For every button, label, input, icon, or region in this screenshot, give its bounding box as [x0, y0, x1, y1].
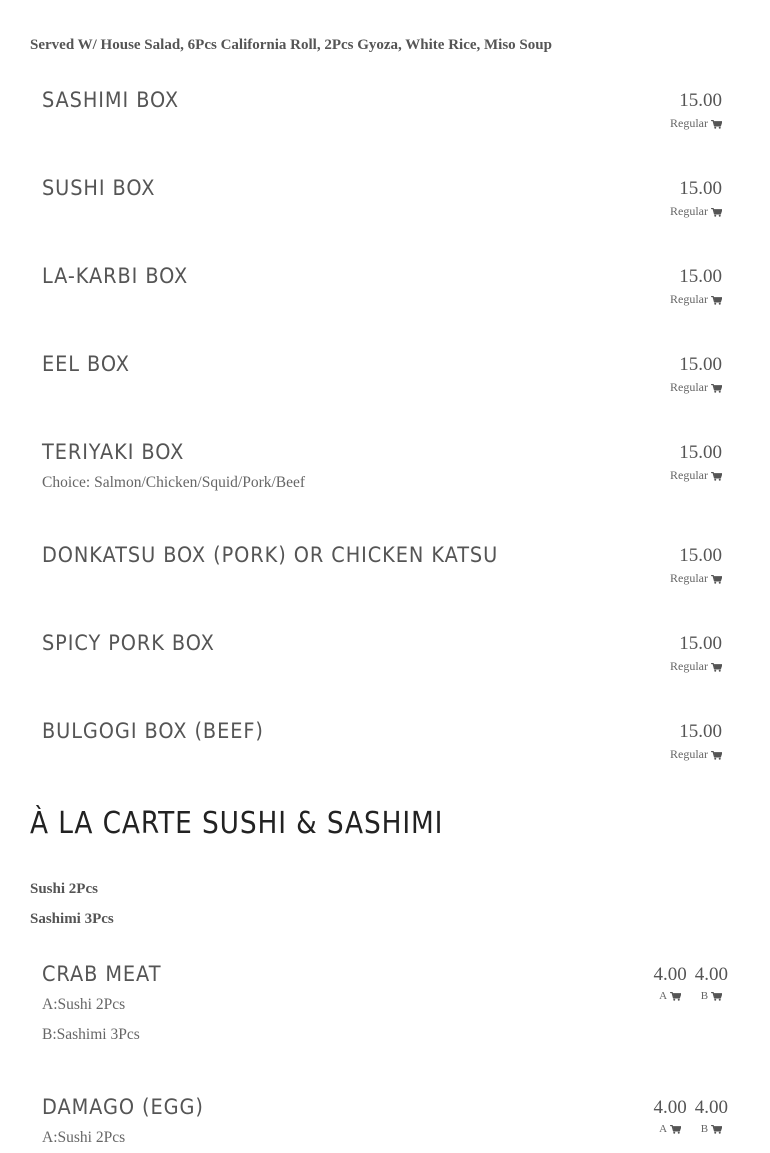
menu-item[interactable] [42, 543, 722, 585]
item-price: 4.00 [694, 1097, 728, 1118]
shopping-cart-icon[interactable] [711, 1125, 722, 1134]
add-to-cart-regular[interactable] [670, 116, 722, 131]
menu-item[interactable] [42, 962, 728, 1050]
price-block [670, 266, 722, 307]
add-to-cart-regular[interactable] [670, 468, 722, 483]
menu-item[interactable] [42, 1095, 728, 1153]
price-block [654, 964, 729, 1002]
item-description: Choice: Salmon/Chicken/Squid/Pork/Beef [42, 474, 306, 491]
shopping-cart-icon[interactable] [711, 296, 722, 305]
item-price: 4.00 [653, 1097, 687, 1118]
shopping-cart-icon[interactable] [711, 472, 722, 481]
price-option-a [654, 964, 687, 1002]
size-label: Regular [670, 116, 708, 130]
item-description: A:Sushi 2Pcs [42, 1129, 126, 1146]
item-name: CRAB MEAT [42, 962, 162, 986]
add-to-cart-regular[interactable] [670, 204, 722, 219]
item-name: DAMAGO (EGG) [42, 1095, 204, 1119]
section-heading: À LA CARTE SUSHI & SASHIMI [30, 806, 444, 841]
item-name: SASHIMI BOX [42, 88, 180, 112]
menu-item[interactable] [42, 631, 722, 673]
box-section-note: Served W/ House Salad, 6Pcs California Roll, 2Pcs Gyoza, White Rice, Miso Soup [30, 37, 552, 53]
price-option-b [695, 1097, 728, 1135]
shopping-cart-icon[interactable] [711, 663, 722, 672]
alacarte-note-sashimi: Sashimi 3Pcs [30, 911, 114, 927]
price-block [670, 354, 722, 395]
price-option-a [654, 1097, 687, 1135]
shopping-cart-icon[interactable] [670, 992, 681, 1001]
price-block [670, 442, 722, 483]
shopping-cart-icon[interactable] [711, 208, 722, 217]
item-price: 15.00 [679, 721, 722, 742]
size-label: A [659, 990, 668, 1002]
size-label: Regular [670, 659, 708, 673]
item-price: 4.00 [694, 964, 728, 985]
size-label: Regular [670, 571, 708, 585]
add-to-cart-regular[interactable] [670, 380, 722, 395]
shopping-cart-icon[interactable] [711, 575, 722, 584]
add-to-cart-b[interactable] [695, 1123, 728, 1135]
item-price: 15.00 [679, 442, 722, 463]
alacarte-note-sushi: Sushi 2Pcs [30, 881, 98, 897]
item-name: LA-KARBI BOX [42, 264, 189, 288]
menu-item[interactable] [42, 719, 722, 761]
price-block [670, 633, 722, 674]
item-description: A:Sushi 2Pcs [42, 996, 126, 1013]
item-price: 15.00 [679, 266, 722, 287]
item-price: 15.00 [679, 545, 722, 566]
item-name: SUSHI BOX [42, 176, 156, 200]
size-label: Regular [670, 747, 708, 761]
add-to-cart-b[interactable] [695, 990, 728, 1002]
add-to-cart-regular[interactable] [670, 292, 722, 307]
menu-item[interactable] [42, 352, 722, 394]
price-block [670, 178, 722, 219]
price-option-b [695, 964, 728, 1002]
add-to-cart-regular[interactable] [670, 747, 722, 762]
add-to-cart-regular[interactable] [670, 659, 722, 674]
price-block [670, 545, 722, 586]
size-label: B [700, 1123, 709, 1135]
item-name: DONKATSU BOX (PORK) OR CHICKEN KATSU [42, 543, 499, 567]
item-description: B:Sashimi 3Pcs [42, 1026, 140, 1043]
menu-item[interactable] [42, 176, 722, 218]
item-name: TERIYAKI BOX [42, 440, 185, 464]
size-label: A [659, 1123, 668, 1135]
shopping-cart-icon[interactable] [711, 120, 722, 129]
price-block [654, 1097, 729, 1135]
item-price: 15.00 [679, 178, 722, 199]
size-label: Regular [670, 292, 708, 306]
item-price: 15.00 [679, 633, 722, 654]
item-price: 15.00 [679, 354, 722, 375]
item-name: EEL BOX [42, 352, 130, 376]
size-label: B [700, 990, 709, 1002]
shopping-cart-icon[interactable] [670, 1125, 681, 1134]
item-price: 15.00 [679, 90, 722, 111]
price-block [670, 90, 722, 131]
shopping-cart-icon[interactable] [711, 751, 722, 760]
add-to-cart-a[interactable] [654, 1123, 687, 1135]
size-label: Regular [670, 204, 708, 218]
menu-item[interactable] [42, 440, 722, 498]
item-price: 4.00 [653, 964, 687, 985]
shopping-cart-icon[interactable] [711, 384, 722, 393]
size-label: Regular [670, 380, 708, 394]
shopping-cart-icon[interactable] [711, 992, 722, 1001]
item-name: SPICY PORK BOX [42, 631, 215, 655]
add-to-cart-regular[interactable] [670, 571, 722, 586]
menu-item[interactable] [42, 264, 722, 306]
add-to-cart-a[interactable] [654, 990, 687, 1002]
menu-item[interactable] [42, 88, 722, 130]
size-label: Regular [670, 468, 708, 482]
price-block [670, 721, 722, 762]
item-name: BULGOGI BOX (BEEF) [42, 719, 264, 743]
